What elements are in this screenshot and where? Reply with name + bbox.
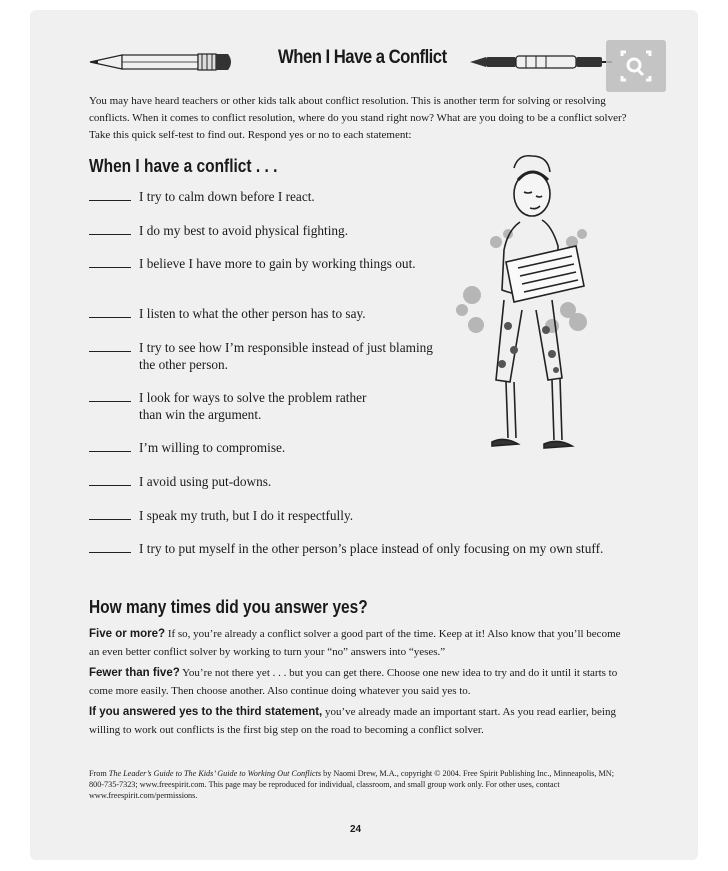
statement-text: I look for ways to solve the problem rather than win the argument.: [139, 390, 367, 422]
statement-text: I try to put myself in the other person’s place instead of only focusing on my own stuff.: [139, 541, 604, 556]
answer-blank[interactable]: [89, 222, 131, 235]
result-paragraph: [89, 703, 629, 739]
intro-paragraph: You may have heard teachers or other kids talk about conflict resolution. This is another term for solving or resolving conflicts. When it comes to conflict resolution, where do you stand right now? What are you doing to be a conflict solver? Take this quick self-test to find out. Respond yes or no to each statement:: [89, 95, 627, 141]
result-lead: Five or more?: [89, 628, 166, 640]
result-text: you’ve already made an important start. As you read earlier, being willing to work out conflicts is the first big step on the road to becoming a conflict solver.: [89, 706, 616, 736]
answer-blank[interactable]: [89, 540, 131, 553]
answer-blank[interactable]: [89, 439, 131, 452]
visual-search-icon: [606, 40, 666, 92]
answer-blank[interactable]: [89, 473, 131, 486]
result-paragraph: [89, 664, 629, 700]
answer-blank[interactable]: [89, 339, 131, 352]
page-number: 24: [350, 824, 362, 835]
footer-from: From: [89, 769, 109, 778]
result-paragraph: [89, 625, 629, 661]
girl-with-clipboard-illustration: [448, 150, 608, 460]
visual-search-button[interactable]: [606, 40, 666, 92]
title-row: [88, 44, 628, 78]
statement-text: I believe I have more to gain by working things out.: [139, 256, 416, 271]
copyright-footer: [89, 768, 629, 801]
answer-blank[interactable]: [89, 255, 131, 268]
section-heading-results: How many times did you answer yes?: [89, 597, 368, 617]
statement-text: I’m willing to compromise.: [139, 440, 286, 455]
result-lead: Fewer than five?: [89, 667, 180, 679]
footer-text: by Naomi Drew, M.A., copyright © 2004. Free Spirit Publishing Inc., Minneapolis, MN; 800-735-7323; www.freespirit.com. This page may be reproduced for individual, classroom, and small group work only. For other uses, contact www.freespirit.com/permissions.: [89, 769, 614, 800]
footer-book-title: The Leader’s Guide to The Kids’ Guide to Working Out Conflicts: [108, 769, 322, 778]
answer-blank[interactable]: [89, 389, 131, 402]
statement-text: I try to see how I’m responsible instead of just blaming the other person.: [139, 340, 433, 372]
section-heading-conflict: When I have a conflict . . .: [89, 156, 278, 176]
result-text: If so, you’re already a conflict solver a good part of the time. Keep at it! Also know that you’ll become an even better conflict solver by working to turn your “no” answers into “yeses.”: [89, 628, 621, 658]
result-text: You’re not there yet . . . but you can get there. Choose one new idea to try and do it until it starts to come more easily. Then choose another. Also continue doing whatever you said yes to.: [89, 667, 618, 697]
statement-text: I avoid using put-downs.: [139, 474, 272, 489]
answer-blank[interactable]: [89, 507, 131, 520]
page-title: When I Have a Conflict: [278, 47, 447, 68]
statement-text: I do my best to avoid physical fighting.: [139, 223, 349, 238]
pen-icon: [466, 50, 616, 74]
answer-blank[interactable]: [89, 305, 131, 318]
answer-blank[interactable]: [89, 188, 131, 201]
statement-text: I listen to what the other person has to say.: [139, 306, 366, 321]
statement-text: I try to calm down before I react.: [139, 189, 315, 204]
pencil-icon: [88, 50, 238, 74]
result-lead: If you answered yes to the third statement,: [89, 706, 323, 718]
statement-text: I speak my truth, but I do it respectfully.: [139, 508, 354, 523]
